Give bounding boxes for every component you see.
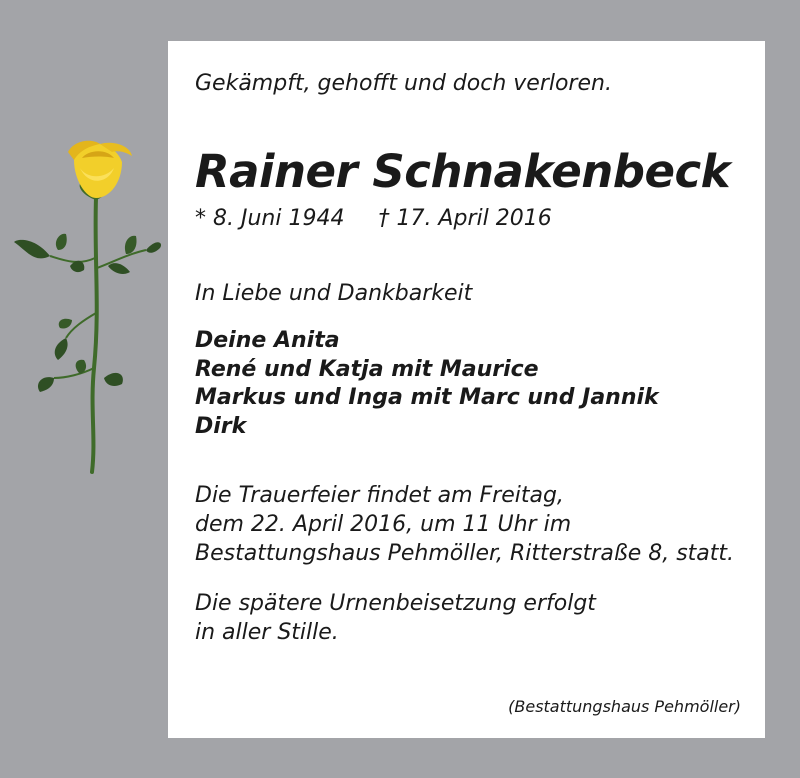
obituary-card: [168, 41, 765, 738]
mourner: Markus und Inga mit Marc und Jannik: [195, 385, 659, 410]
deceased-name: Rainer Schnakenbeck: [195, 145, 731, 198]
funeral-home-credit: (Bestattungshaus Pehmöller): [508, 697, 741, 716]
life-dates: [195, 206, 552, 231]
yellow-rose-icon: [8, 138, 168, 478]
mourner: René und Katja mit Maurice: [195, 356, 539, 382]
mourner: Dirk: [195, 413, 247, 439]
death-date: † 17. April 2016: [378, 206, 552, 231]
ceremony-line: Bestattungshaus Pehmöller, Ritterstraße 8, statt.: [195, 541, 735, 566]
mourner: Deine Anita: [195, 328, 340, 353]
motto: Gekämpft, gehofft und doch verloren.: [195, 71, 612, 96]
ceremony-line: Die Trauerfeier findet am Freitag,: [195, 483, 564, 508]
ceremony-info: [195, 481, 734, 568]
intro-line: In Liebe und Dankbarkeit: [195, 281, 473, 306]
urn-info: [195, 589, 596, 647]
birth-date: * 8. Juni 1944: [195, 206, 345, 231]
ceremony-line: dem 22. April 2016, um 11 Uhr im: [195, 512, 572, 537]
urn-line: Die spätere Urnenbeisetzung erfolgt: [195, 591, 596, 616]
urn-line: in aller Stille.: [195, 620, 339, 645]
mourners-list: [195, 327, 659, 441]
